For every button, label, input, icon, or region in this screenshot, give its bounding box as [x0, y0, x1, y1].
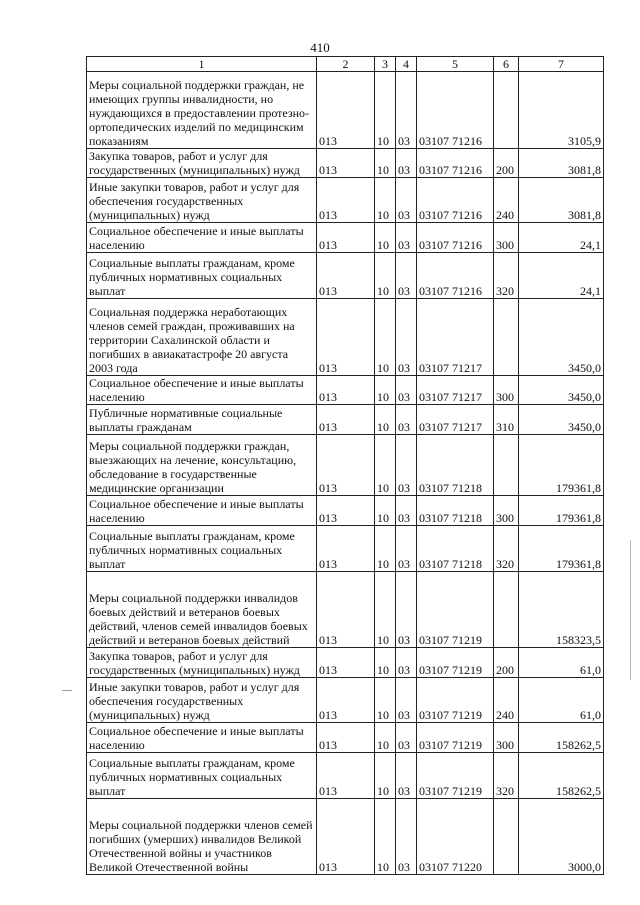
- row-ministry-code-cell: 013: [317, 753, 375, 799]
- row-name-cell: Социальное обеспечение и иные выплаты населению: [87, 376, 317, 405]
- row-ministry-code-cell: 013: [317, 299, 375, 376]
- row-ministry-code-cell: 013: [317, 723, 375, 753]
- row-amount-cell: 61,0: [519, 648, 604, 678]
- row-amount-cell: 3000,0: [519, 799, 604, 875]
- row-name-cell: Закупка товаров, работ и услуг для государственных (муниципальных) нужд: [87, 648, 317, 678]
- row-expense-type-cell: 300: [494, 223, 519, 253]
- row-name-cell: Социальное обеспечение и иные выплаты населению: [87, 723, 317, 753]
- column-header: 2: [317, 57, 375, 72]
- row-program-code-cell: 03107 71220: [417, 799, 494, 875]
- row-ministry-code-cell: 013: [317, 496, 375, 526]
- row-ministry-code-cell: 013: [317, 648, 375, 678]
- row-expense-type-cell: 320: [494, 753, 519, 799]
- row-program-code-cell: 03107 71218: [417, 526, 494, 572]
- row-section-cell: 10: [375, 799, 396, 875]
- row-amount-cell: 3450,0: [519, 405, 604, 435]
- row-subsection-cell: 03: [396, 72, 417, 149]
- row-subsection-cell: 03: [396, 526, 417, 572]
- table-row: [87, 799, 604, 875]
- row-program-code-cell: 03107 71216: [417, 178, 494, 223]
- table-row: [87, 648, 604, 678]
- row-section-cell: 10: [375, 526, 396, 572]
- scan-mark-right: [630, 540, 631, 680]
- row-program-code-cell: 03107 71219: [417, 572, 494, 648]
- row-subsection-cell: 03: [396, 299, 417, 376]
- row-expense-type-cell: 320: [494, 526, 519, 572]
- row-name-cell: Меры социальной поддержки граждан, выезжающих на лечение, консультацию, обследование в государственные медицинские организации: [87, 435, 317, 496]
- scan-mark-left: [62, 690, 72, 691]
- row-ministry-code-cell: 013: [317, 799, 375, 875]
- row-program-code-cell: 03107 71217: [417, 299, 494, 376]
- row-ministry-code-cell: 013: [317, 223, 375, 253]
- row-ministry-code-cell: 013: [317, 72, 375, 149]
- row-section-cell: 10: [375, 572, 396, 648]
- table-row: [87, 405, 604, 435]
- row-subsection-cell: 03: [396, 223, 417, 253]
- table-row: [87, 376, 604, 405]
- row-subsection-cell: 03: [396, 753, 417, 799]
- table-row: [87, 572, 604, 648]
- table-body: [87, 72, 604, 875]
- row-ministry-code-cell: 013: [317, 253, 375, 299]
- row-ministry-code-cell: 013: [317, 376, 375, 405]
- column-header: 4: [396, 57, 417, 72]
- column-header: 7: [519, 57, 604, 72]
- row-program-code-cell: 03107 71219: [417, 678, 494, 723]
- row-name-cell: Социальное обеспечение и иные выплаты населению: [87, 223, 317, 253]
- row-name-cell: Иные закупки товаров, работ и услуг для обеспечения государственных (муниципальных) нужд: [87, 678, 317, 723]
- budget-table: [86, 56, 604, 875]
- row-section-cell: 10: [375, 723, 396, 753]
- row-section-cell: 10: [375, 435, 396, 496]
- row-name-cell: Социальные выплаты гражданам, кроме публичных нормативных социальных выплат: [87, 526, 317, 572]
- row-ministry-code-cell: 013: [317, 572, 375, 648]
- row-amount-cell: 158262,5: [519, 723, 604, 753]
- row-section-cell: 10: [375, 376, 396, 405]
- row-subsection-cell: 03: [396, 648, 417, 678]
- row-amount-cell: 179361,8: [519, 496, 604, 526]
- table-row: [87, 178, 604, 223]
- row-subsection-cell: 03: [396, 253, 417, 299]
- row-section-cell: 10: [375, 299, 396, 376]
- row-subsection-cell: 03: [396, 678, 417, 723]
- row-subsection-cell: 03: [396, 799, 417, 875]
- row-section-cell: 10: [375, 253, 396, 299]
- row-subsection-cell: 03: [396, 723, 417, 753]
- row-section-cell: 10: [375, 149, 396, 178]
- row-program-code-cell: 03107 71219: [417, 753, 494, 799]
- row-program-code-cell: 03107 71217: [417, 405, 494, 435]
- row-section-cell: 10: [375, 648, 396, 678]
- row-program-code-cell: 03107 71217: [417, 376, 494, 405]
- table-row: [87, 435, 604, 496]
- table-row: [87, 678, 604, 723]
- row-name-cell: Социальные выплаты гражданам, кроме публичных нормативных социальных выплат: [87, 253, 317, 299]
- row-expense-type-cell: 320: [494, 253, 519, 299]
- row-program-code-cell: 03107 71218: [417, 496, 494, 526]
- row-expense-type-cell: 310: [494, 405, 519, 435]
- row-name-cell: Социальная поддержка неработающих членов семей граждан, проживавших на территории Сахалинской области и погибших в авиакатастрофе 20 августа 2003 года: [87, 299, 317, 376]
- column-header: 3: [375, 57, 396, 72]
- row-name-cell: Меры социальной поддержки инвалидов боевых действий и ветеранов боевых действий, членов семей инвалидов боевых действий и ветеранов боевых действий: [87, 572, 317, 648]
- row-expense-type-cell: 240: [494, 178, 519, 223]
- row-ministry-code-cell: 013: [317, 178, 375, 223]
- row-section-cell: 10: [375, 496, 396, 526]
- row-amount-cell: 3450,0: [519, 376, 604, 405]
- row-program-code-cell: 03107 71218: [417, 435, 494, 496]
- row-subsection-cell: 03: [396, 376, 417, 405]
- row-subsection-cell: 03: [396, 435, 417, 496]
- row-section-cell: 10: [375, 753, 396, 799]
- row-amount-cell: 24,1: [519, 223, 604, 253]
- row-section-cell: 10: [375, 72, 396, 149]
- row-expense-type-cell: 200: [494, 648, 519, 678]
- row-program-code-cell: 03107 71219: [417, 723, 494, 753]
- table-row: [87, 253, 604, 299]
- column-header: 1: [87, 57, 317, 72]
- page-number: 410: [310, 40, 330, 55]
- row-name-cell: Закупка товаров, работ и услуг для государственных (муниципальных) нужд: [87, 149, 317, 178]
- row-amount-cell: 158323,5: [519, 572, 604, 648]
- row-section-cell: 10: [375, 223, 396, 253]
- row-amount-cell: 158262,5: [519, 753, 604, 799]
- row-subsection-cell: 03: [396, 572, 417, 648]
- row-expense-type-cell: 300: [494, 496, 519, 526]
- row-section-cell: 10: [375, 178, 396, 223]
- row-program-code-cell: 03107 71216: [417, 253, 494, 299]
- row-amount-cell: 179361,8: [519, 526, 604, 572]
- row-name-cell: Социальные выплаты гражданам, кроме публичных нормативных социальных выплат: [87, 753, 317, 799]
- row-expense-type-cell: [494, 572, 519, 648]
- row-name-cell: Меры социальной поддержки членов семей погибших (умерших) инвалидов Великой Отечественной войны и участников Великой Отечественной войны: [87, 799, 317, 875]
- column-header: 5: [417, 57, 494, 72]
- row-ministry-code-cell: 013: [317, 435, 375, 496]
- row-subsection-cell: 03: [396, 149, 417, 178]
- row-program-code-cell: 03107 71216: [417, 72, 494, 149]
- row-ministry-code-cell: 013: [317, 526, 375, 572]
- row-section-cell: 10: [375, 405, 396, 435]
- row-program-code-cell: 03107 71219: [417, 648, 494, 678]
- row-amount-cell: 3105,9: [519, 72, 604, 149]
- row-expense-type-cell: 240: [494, 678, 519, 723]
- row-expense-type-cell: 300: [494, 376, 519, 405]
- row-expense-type-cell: [494, 799, 519, 875]
- row-amount-cell: 61,0: [519, 678, 604, 723]
- row-amount-cell: 179361,8: [519, 435, 604, 496]
- row-subsection-cell: 03: [396, 405, 417, 435]
- row-amount-cell: 24,1: [519, 253, 604, 299]
- table-row: [87, 496, 604, 526]
- row-amount-cell: 3081,8: [519, 149, 604, 178]
- row-expense-type-cell: 200: [494, 149, 519, 178]
- row-expense-type-cell: [494, 72, 519, 149]
- row-subsection-cell: 03: [396, 496, 417, 526]
- row-subsection-cell: 03: [396, 178, 417, 223]
- row-expense-type-cell: [494, 435, 519, 496]
- row-ministry-code-cell: 013: [317, 149, 375, 178]
- row-amount-cell: 3081,8: [519, 178, 604, 223]
- row-name-cell: Иные закупки товаров, работ и услуг для обеспечения государственных (муниципальных) нужд: [87, 178, 317, 223]
- column-header: 6: [494, 57, 519, 72]
- table-row: [87, 723, 604, 753]
- row-name-cell: Социальное обеспечение и иные выплаты населению: [87, 496, 317, 526]
- row-ministry-code-cell: 013: [317, 405, 375, 435]
- table-row: [87, 223, 604, 253]
- table-header-row: [87, 57, 604, 72]
- table-row: [87, 149, 604, 178]
- row-ministry-code-cell: 013: [317, 678, 375, 723]
- row-amount-cell: 3450,0: [519, 299, 604, 376]
- table-row: [87, 72, 604, 149]
- row-expense-type-cell: [494, 299, 519, 376]
- row-name-cell: Меры социальной поддержки граждан, не имеющих группы инвалидности, но нуждающихся в предоставлении протезно-ортопедических изделий по медицинским показаниям: [87, 72, 317, 149]
- row-name-cell: Публичные нормативные социальные выплаты гражданам: [87, 405, 317, 435]
- table-row: [87, 299, 604, 376]
- table-row: [87, 753, 604, 799]
- row-program-code-cell: 03107 71216: [417, 223, 494, 253]
- row-program-code-cell: 03107 71216: [417, 149, 494, 178]
- table-row: [87, 526, 604, 572]
- row-expense-type-cell: 300: [494, 723, 519, 753]
- row-section-cell: 10: [375, 678, 396, 723]
